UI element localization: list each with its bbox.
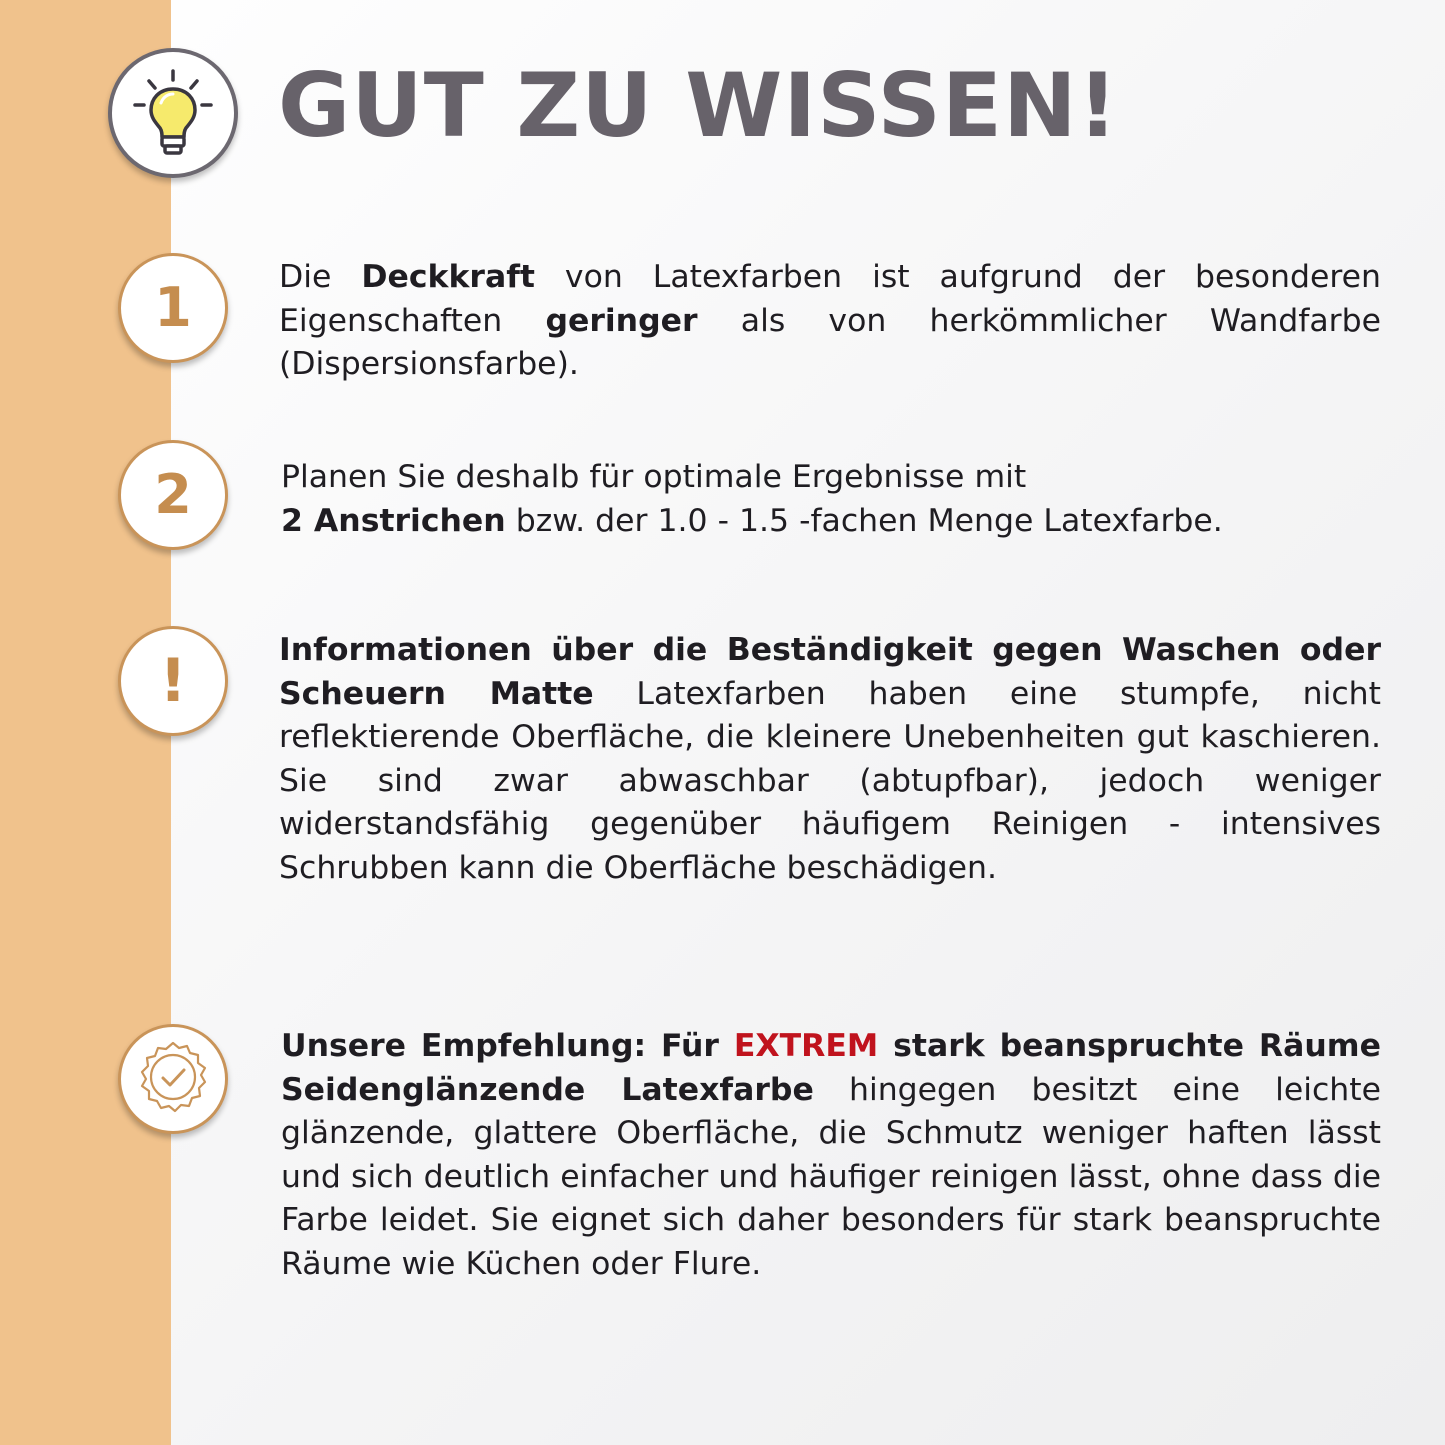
checkmark-seal-icon — [131, 1037, 215, 1121]
recommendation-badge — [118, 1024, 228, 1134]
exclamation-icon: ! — [159, 646, 187, 716]
step-number: 2 — [154, 463, 192, 526]
info-text-1: Die Deckkraft von Latexfarben ist aufgrund der besonderen Eigenschaften geringer als von herkömmlicher Wandfarbe (Dispersionsfarbe). — [279, 259, 1381, 382]
lightbulb-icon — [123, 63, 223, 163]
lightbulb-badge — [108, 48, 238, 178]
warning-badge — [118, 626, 228, 736]
step-1-badge — [118, 253, 228, 363]
info-text-4: Unsere Empfehlung: Für EXTREM stark beanspruchte Räume Seidenglänzende Latexfarbe hingegen besitzt eine leichte glänzende, glattere Oberfläche, die Schmutz weniger haften lässt und sich deutlich einfacher und häufiger reinigen lässt, ohne dass die Farbe leidet. Sie eignet sich daher besonders für stark beanspruchte Räume wie Küchen oder Flure. — [281, 1028, 1381, 1282]
page-title: GUT ZU WISSEN! — [278, 54, 1119, 157]
info-text-3: Informationen über die Beständigkeit gegen Waschen oder Scheuern Matte Latexfarben haben eine stumpfe, nicht reflektierende Oberfläche, die kleinere Unebenheiten gut kaschieren. Sie sind zwar abwaschbar (abtupfbar), jedoch weniger widerstandsfähig gegenüber häufigem Reinigen - intensives Schrubben kann die Oberfläche beschädigen. — [279, 632, 1381, 886]
step-2-badge — [118, 440, 228, 550]
info-text-2: Planen Sie deshalb für optimale Ergebnisse mit 2 Anstrichen bzw. der 1.0 - 1.5 -fachen Menge Latexfarbe. — [281, 459, 1223, 539]
step-number: 1 — [154, 276, 192, 339]
